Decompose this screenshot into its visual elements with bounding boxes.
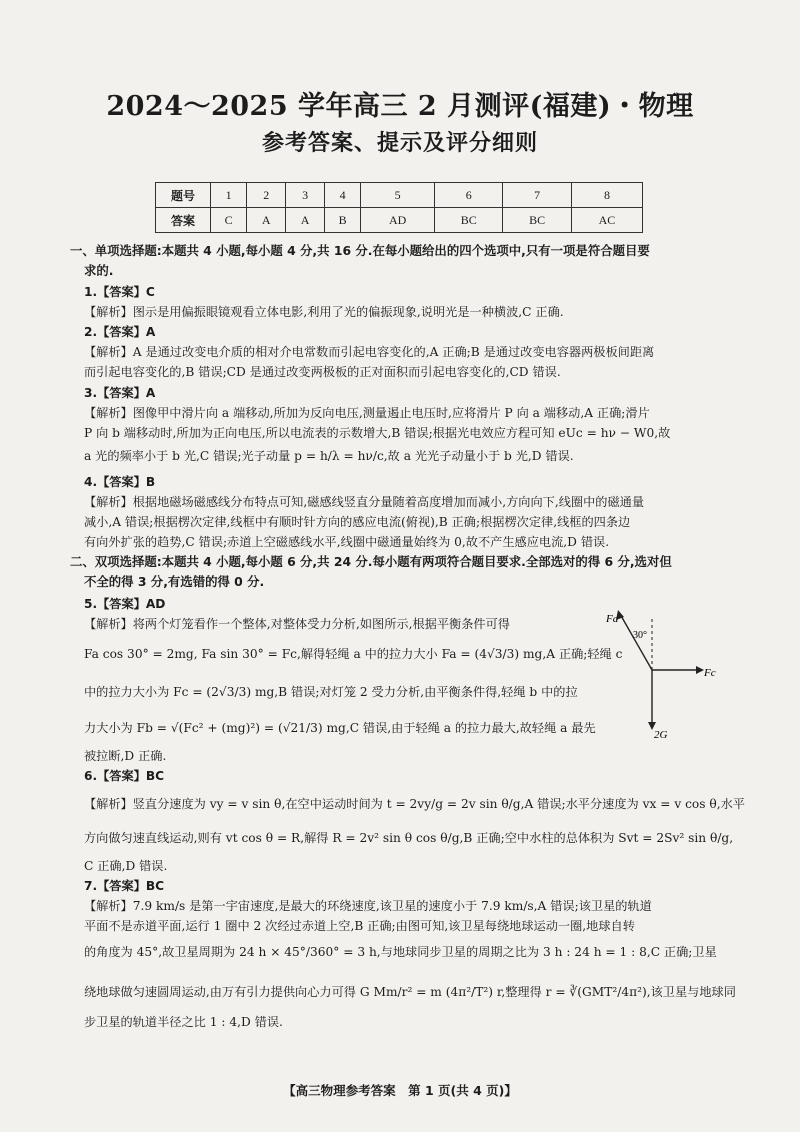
table-cell: BC — [503, 208, 571, 233]
table-cell: AC — [571, 208, 642, 233]
table-cell: A — [286, 208, 325, 233]
section-heading-1: 一、单项选择题:本题共 4 小题,每小题 4 分,共 16 分.在每小题给出的四个选项中,只有一项是符合题目要 — [70, 243, 650, 258]
table-cell: B — [325, 208, 361, 233]
section-heading-2: 二、双项选择题:本题共 4 小题,每小题 6 分,共 24 分.每小题有两项符合题目要求.全部选对的得 6 分,选对但 — [70, 554, 672, 569]
analysis-line: 【解析】7.9 km/s 是第一宇宙速度,是最大的环绕速度,该卫星的速度小于 7.9 km/s,A 错误;该卫星的轨道 — [84, 899, 652, 913]
label-2g: 2G — [654, 729, 668, 741]
answer-line: 1.【答案】C — [84, 285, 155, 299]
answer-line: 7.【答案】BC — [84, 879, 165, 893]
analysis-line: 【解析】图像甲中滑片向 a 端移动,所加为反向电压,测量遏止电压时,应将滑片 P 向 a 端移动,A 正确;滑片 — [84, 406, 650, 420]
section-heading-2-cont: 不全的得 3 分,有选错的得 0 分. — [84, 574, 265, 589]
force-diagram — [600, 608, 730, 743]
answer-line: 5.【答案】AD — [84, 597, 166, 611]
analysis-line: Fa cos 30° = 2mg, Fa sin 30° = Fc,解得轻绳 a 中的拉力大小 Fa = (4√3/3) mg,A 正确;轻绳 c — [84, 647, 623, 661]
table-cell: 7 — [503, 183, 571, 208]
analysis-line: 减小,A 错误;根据楞次定律,线框中有顺时针方向的感应电流(俯视),B 正确;根据楞次定律,线框的四条边 — [84, 515, 631, 529]
table-cell: AD — [361, 208, 435, 233]
analysis-line: 【解析】竖直分速度为 vy = v sin θ,在空中运动时间为 t = 2vy/g = 2v sin θ/g,A 错误;水平分速度为 vx = v cos θ,水平 — [84, 797, 745, 811]
label-fa: Fa — [606, 613, 619, 625]
label-fc: Fc — [704, 667, 716, 679]
arrowhead-icon — [696, 666, 704, 674]
table-row — [156, 183, 643, 208]
analysis-line: 力大小为 Fb = √(Fc² + (mg)²) = (√21/3) mg,C 错误,由于轻绳 a 的拉力最大,故轻绳 a 最先 — [84, 721, 596, 735]
analysis-line: C 正确,D 错误. — [84, 859, 168, 873]
force-fa-arrow — [620, 614, 652, 670]
table-cell: 8 — [571, 183, 642, 208]
table-cell: A — [247, 208, 286, 233]
analysis-line: 【解析】图示是用偏振眼镜观看立体电影,利用了光的偏振现象,说明光是一种横波,C 正确. — [84, 305, 564, 319]
table-cell: 2 — [247, 183, 286, 208]
analysis-line: 被拉断,D 正确. — [84, 749, 167, 763]
analysis-line: 步卫星的轨道半径之比 1 : 4,D 错误. — [84, 1015, 283, 1029]
analysis-line: 的角度为 45°,故卫星周期为 24 h × 45°/360° = 3 h,与地球同步卫星的周期之比为 3 h : 24 h = 1 : 8,C 正确;卫星 — [84, 945, 717, 959]
page-footer: 【高三物理参考答案 第 1 页(共 4 页)】 — [283, 1083, 517, 1098]
answer-table — [155, 182, 643, 233]
answer-line: 2.【答案】A — [84, 325, 156, 339]
analysis-line: 【解析】根据地磁场磁感线分布特点可知,磁感线竖直分量随着高度增加而减小,方向向下,线圈中的磁通量 — [84, 495, 645, 509]
table-row — [156, 208, 643, 233]
table-cell: BC — [435, 208, 503, 233]
analysis-line: 【解析】A 是通过改变电介质的相对介电常数而引起电容变化的,A 正确;B 是通过改变电容器两极板间距离 — [84, 345, 655, 359]
analysis-line: 有向外扩张的趋势,C 错误;赤道上空磁感线水平,线圈中磁通量始终为 0,故不产生感应电流,D 错误. — [84, 535, 610, 549]
table-cell: 6 — [435, 183, 503, 208]
table-cell: 5 — [361, 183, 435, 208]
label-angle: 30° — [633, 630, 647, 641]
table-cell: 1 — [211, 183, 247, 208]
answer-line: 3.【答案】A — [84, 386, 156, 400]
answer-line: 6.【答案】BC — [84, 769, 165, 783]
analysis-line: 而引起电容变化的,B 错误;CD 是通过改变两极板的正对面积而引起电容变化的,CD 错误. — [84, 365, 561, 379]
table-cell: 4 — [325, 183, 361, 208]
page-subtitle: 参考答案、提示及评分细则 — [261, 131, 538, 156]
table-cell: 3 — [286, 183, 325, 208]
section-heading-1-cont: 求的. — [84, 263, 114, 278]
analysis-line: P 向 b 端移动时,所加为正向电压,所以电流表的示数增大,B 错误;根据光电效应方程可知 eUc = hν − W0,故 — [84, 426, 671, 440]
analysis-line: 平面不是赤道平面,运行 1 圈中 2 次经过赤道上空,B 正确;由图可知,该卫星每绕地球运动一圈,地球自转 — [84, 919, 635, 933]
analysis-line: 中的拉力大小为 Fc = (2√3/3) mg,B 错误;对灯笼 2 受力分析,由平衡条件得,轻绳 b 中的拉 — [84, 685, 578, 699]
analysis-line: 绕地球做匀速圆周运动,由万有引力提供向心力可得 G Mm/r² = m (4π²/T²) r,整理得 r = ∛(GMT²/4π²),该卫星与地球同 — [84, 985, 736, 999]
analysis-line: 【解析】将两个灯笼看作一个整体,对整体受力分析,如图所示,根据平衡条件可得 — [84, 617, 510, 631]
page-title: 2024～2025 学年高三 2 月测评(福建)・物理 — [106, 91, 694, 122]
row-label-number: 题号 — [156, 183, 211, 208]
analysis-line: a 光的频率小于 b 光,C 错误;光子动量 p = h/λ = hν/c,故 a 光光子动量小于 b 光,D 错误. — [84, 449, 574, 463]
table-cell: C — [211, 208, 247, 233]
analysis-line: 方向做匀速直线运动,则有 vt cos θ = R,解得 R = 2v² sin θ cos θ/g,B 正确;空中水柱的总体积为 Svt = 2Sv² sin θ/g, — [84, 831, 734, 845]
row-label-answer: 答案 — [156, 208, 211, 233]
answer-line: 4.【答案】B — [84, 475, 156, 489]
